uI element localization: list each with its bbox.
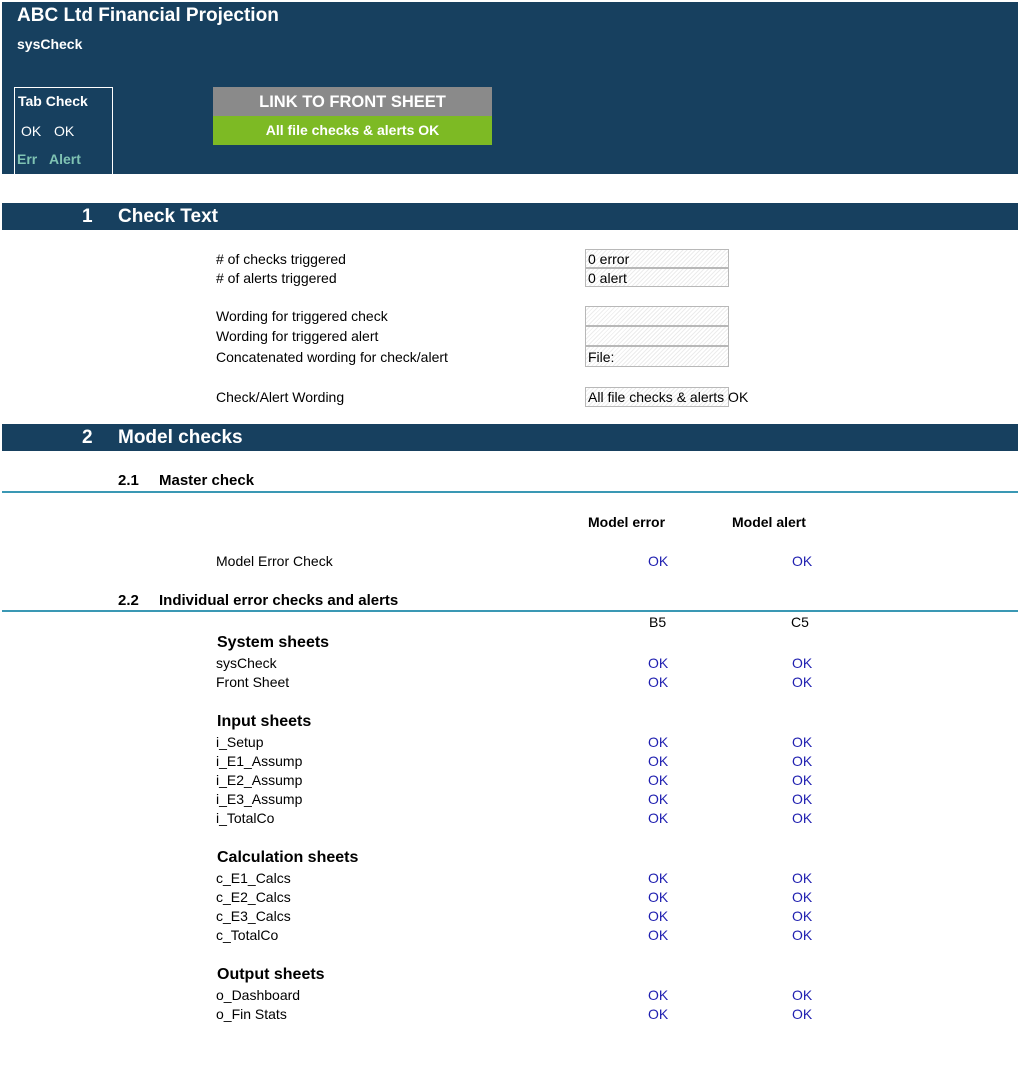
subsection-2-1-number: 2.1 <box>118 472 139 489</box>
sheet-row-label[interactable]: c_E1_Calcs <box>216 870 291 886</box>
tab-check-title: Tab Check <box>18 93 88 109</box>
sheet-row-label[interactable]: i_E3_Assump <box>216 791 303 807</box>
sheet-row-label[interactable]: i_E2_Assump <box>216 772 303 788</box>
section-2-title: Model checks <box>118 427 243 448</box>
checks-triggered-label: # of checks triggered <box>216 251 346 267</box>
model-error-column-header: Model error <box>588 514 666 530</box>
checks-triggered-value[interactable]: 0 error <box>585 249 729 268</box>
sheet-row-error-status: OK <box>648 927 669 943</box>
sheet-row-alert-status: OK <box>792 1006 813 1022</box>
sheet-row-alert-status: OK <box>792 889 813 905</box>
sheet-row-label[interactable]: c_E2_Calcs <box>216 889 291 905</box>
sheet-row-label[interactable]: Front Sheet <box>216 674 290 690</box>
subsection-2-2-rule <box>2 610 1018 612</box>
header-band <box>2 2 1018 174</box>
sheet-row-alert-status: OK <box>792 987 813 1003</box>
cell-ref-error: B5 <box>649 614 667 630</box>
sheet-row-label[interactable]: i_TotalCo <box>216 810 275 826</box>
subsection-2-1-title: Master check <box>159 472 255 489</box>
alerts-triggered-value[interactable]: 0 alert <box>585 268 729 287</box>
sheet-name: sysCheck <box>17 36 83 52</box>
sheet-row-error-status: OK <box>648 655 669 671</box>
wording-alert-label: Wording for triggered alert <box>216 328 379 344</box>
group-title-output-sheets: Output sheets <box>217 966 325 983</box>
sheet-row-error-status: OK <box>648 791 669 807</box>
cell-ref-alert: C5 <box>791 614 809 630</box>
sheet-row-alert-status: OK <box>792 791 813 807</box>
sheet-row-error-status: OK <box>648 870 669 886</box>
sheet-row-alert-status: OK <box>792 753 813 769</box>
concat-wording-value[interactable]: File: <box>585 346 729 367</box>
model-error-check-alert-status: OK <box>792 553 813 569</box>
sheet-row-label[interactable]: c_E3_Calcs <box>216 908 291 924</box>
sheet-row-error-status: OK <box>648 1006 669 1022</box>
check-alert-wording-value[interactable]: All file checks & alerts OK <box>585 387 729 407</box>
sheet-row-error-status: OK <box>648 908 669 924</box>
sheet-row-alert-status: OK <box>792 908 813 924</box>
sheet-row-error-status: OK <box>648 674 669 690</box>
sheet-row-label[interactable]: o_Fin Stats <box>216 1006 287 1022</box>
sheet-row-alert-status: OK <box>792 927 813 943</box>
sheet-row-error-status: OK <box>648 772 669 788</box>
link-to-front-sheet-button[interactable]: LINK TO FRONT SHEET <box>213 87 492 116</box>
subsection-2-2-number: 2.2 <box>118 592 139 609</box>
concat-wording-label: Concatenated wording for check/alert <box>216 349 448 365</box>
model-error-check-label: Model Error Check <box>216 553 333 569</box>
sheet-row-alert-status: OK <box>792 674 813 690</box>
tab-check-alert-label: Alert <box>49 151 81 167</box>
alerts-triggered-label: # of alerts triggered <box>216 270 337 286</box>
sheet-row-label[interactable]: c_TotalCo <box>216 927 279 943</box>
sheet-row-error-status: OK <box>648 810 669 826</box>
sheet-row-label[interactable]: o_Dashboard <box>216 987 301 1003</box>
sheet-row-alert-status: OK <box>792 734 813 750</box>
section-2-number: 2 <box>82 427 93 448</box>
sheet-row-label[interactable]: i_E1_Assump <box>216 753 303 769</box>
section-1-number: 1 <box>82 206 93 227</box>
wording-alert-value[interactable] <box>585 326 729 346</box>
tab-check-error-status: OK <box>21 123 42 139</box>
sheet-row-label[interactable]: sysCheck <box>216 655 277 671</box>
sheet-row-alert-status: OK <box>792 870 813 886</box>
sheet-row-label[interactable]: i_Setup <box>216 734 264 750</box>
status-banner: All file checks & alerts OK <box>213 116 492 145</box>
sheet-row-alert-status: OK <box>792 810 813 826</box>
tab-check-alert-status: OK <box>54 123 75 139</box>
section-1-title: Check Text <box>118 206 218 227</box>
group-title-system-sheets: System sheets <box>217 634 330 651</box>
wording-check-label: Wording for triggered check <box>216 308 388 324</box>
sheet-row-error-status: OK <box>648 987 669 1003</box>
group-title-calculation-sheets: Calculation sheets <box>217 849 359 866</box>
subsection-2-1-rule <box>2 491 1018 493</box>
page-title: ABC Ltd Financial Projection <box>17 5 279 26</box>
sheet-row-error-status: OK <box>648 753 669 769</box>
model-alert-column-header: Model alert <box>732 514 806 530</box>
model-error-check-error-status: OK <box>648 553 669 569</box>
wording-check-value[interactable] <box>585 306 729 326</box>
sheet-row-error-status: OK <box>648 889 669 905</box>
sheet-row-alert-status: OK <box>792 655 813 671</box>
group-title-input-sheets: Input sheets <box>217 713 312 730</box>
check-alert-wording-label: Check/Alert Wording <box>216 389 345 405</box>
subsection-2-2-title: Individual error checks and alerts <box>159 592 399 609</box>
sheet-row-error-status: OK <box>648 734 669 750</box>
sheet-row-alert-status: OK <box>792 772 813 788</box>
tab-check-err-label: Err <box>17 151 38 167</box>
